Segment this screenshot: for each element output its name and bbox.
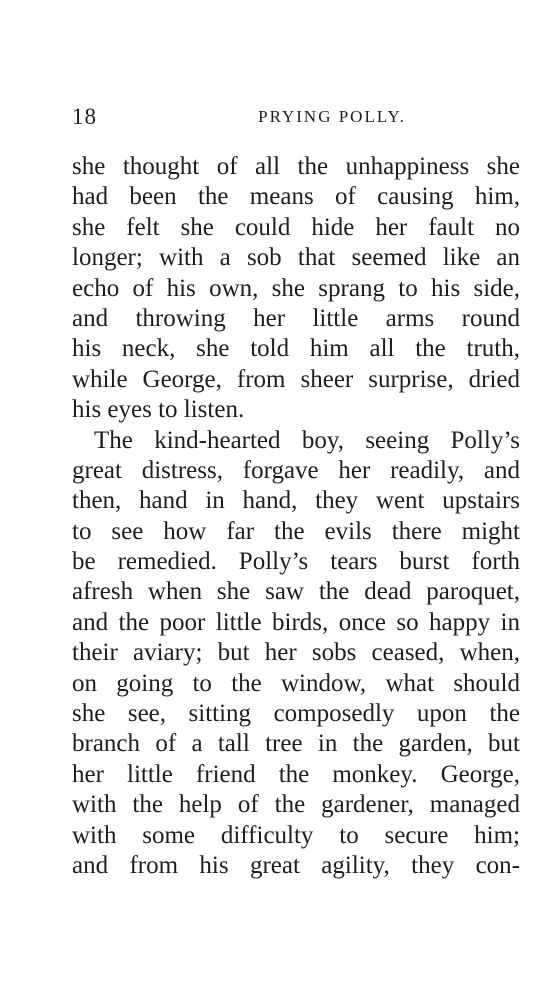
text-line: had been the means of causing him, <box>72 183 520 211</box>
running-title: PRYING POLLY. <box>258 107 406 126</box>
text-line: then, hand in hand, they went upstairs <box>72 487 520 515</box>
text-line: branch of a tall tree in the garden, but <box>72 730 520 758</box>
text-line: on going to the window, what should <box>72 669 520 697</box>
text-line: longer; with a sob that seemed like an <box>72 244 520 272</box>
text-line: while George, from sheer surprise, dried <box>72 365 520 393</box>
text-line: to see how far the evils there might <box>72 517 520 545</box>
text-line: her little friend the monkey. George, <box>72 760 520 788</box>
text-line: echo of his own, she sprang to his side, <box>72 274 520 302</box>
text-line: and from his great agility, they con- <box>72 851 520 879</box>
text-line: she felt she could hide her fault no <box>72 213 520 241</box>
text-line: his neck, she told him all the truth, <box>72 335 520 363</box>
page-number: 18 <box>72 104 97 129</box>
text-line: The kind-hearted boy, seeing Polly’s <box>94 426 520 454</box>
text-line: afresh when she saw the dead paroquet, <box>72 578 520 606</box>
text-line: his eyes to listen. <box>72 396 245 424</box>
text-line: and the poor little birds, once so happy in <box>72 608 520 636</box>
body-text <box>72 152 520 881</box>
text-line: and throwing her little arms round <box>72 304 520 332</box>
text-line: be remedied. Polly’s tears burst forth <box>72 548 520 576</box>
text-line: their aviary; but her sobs ceased, when, <box>72 639 520 667</box>
text-line: great distress, forgave her readily, and <box>72 456 520 484</box>
text-line: she thought of all the unhappiness she <box>72 153 520 180</box>
text-line: she see, sitting composedly upon the <box>72 700 520 728</box>
text-line: with some difficulty to secure him; <box>72 821 520 849</box>
running-head <box>72 104 520 134</box>
text-line: with the help of the gardener, managed <box>72 791 520 819</box>
